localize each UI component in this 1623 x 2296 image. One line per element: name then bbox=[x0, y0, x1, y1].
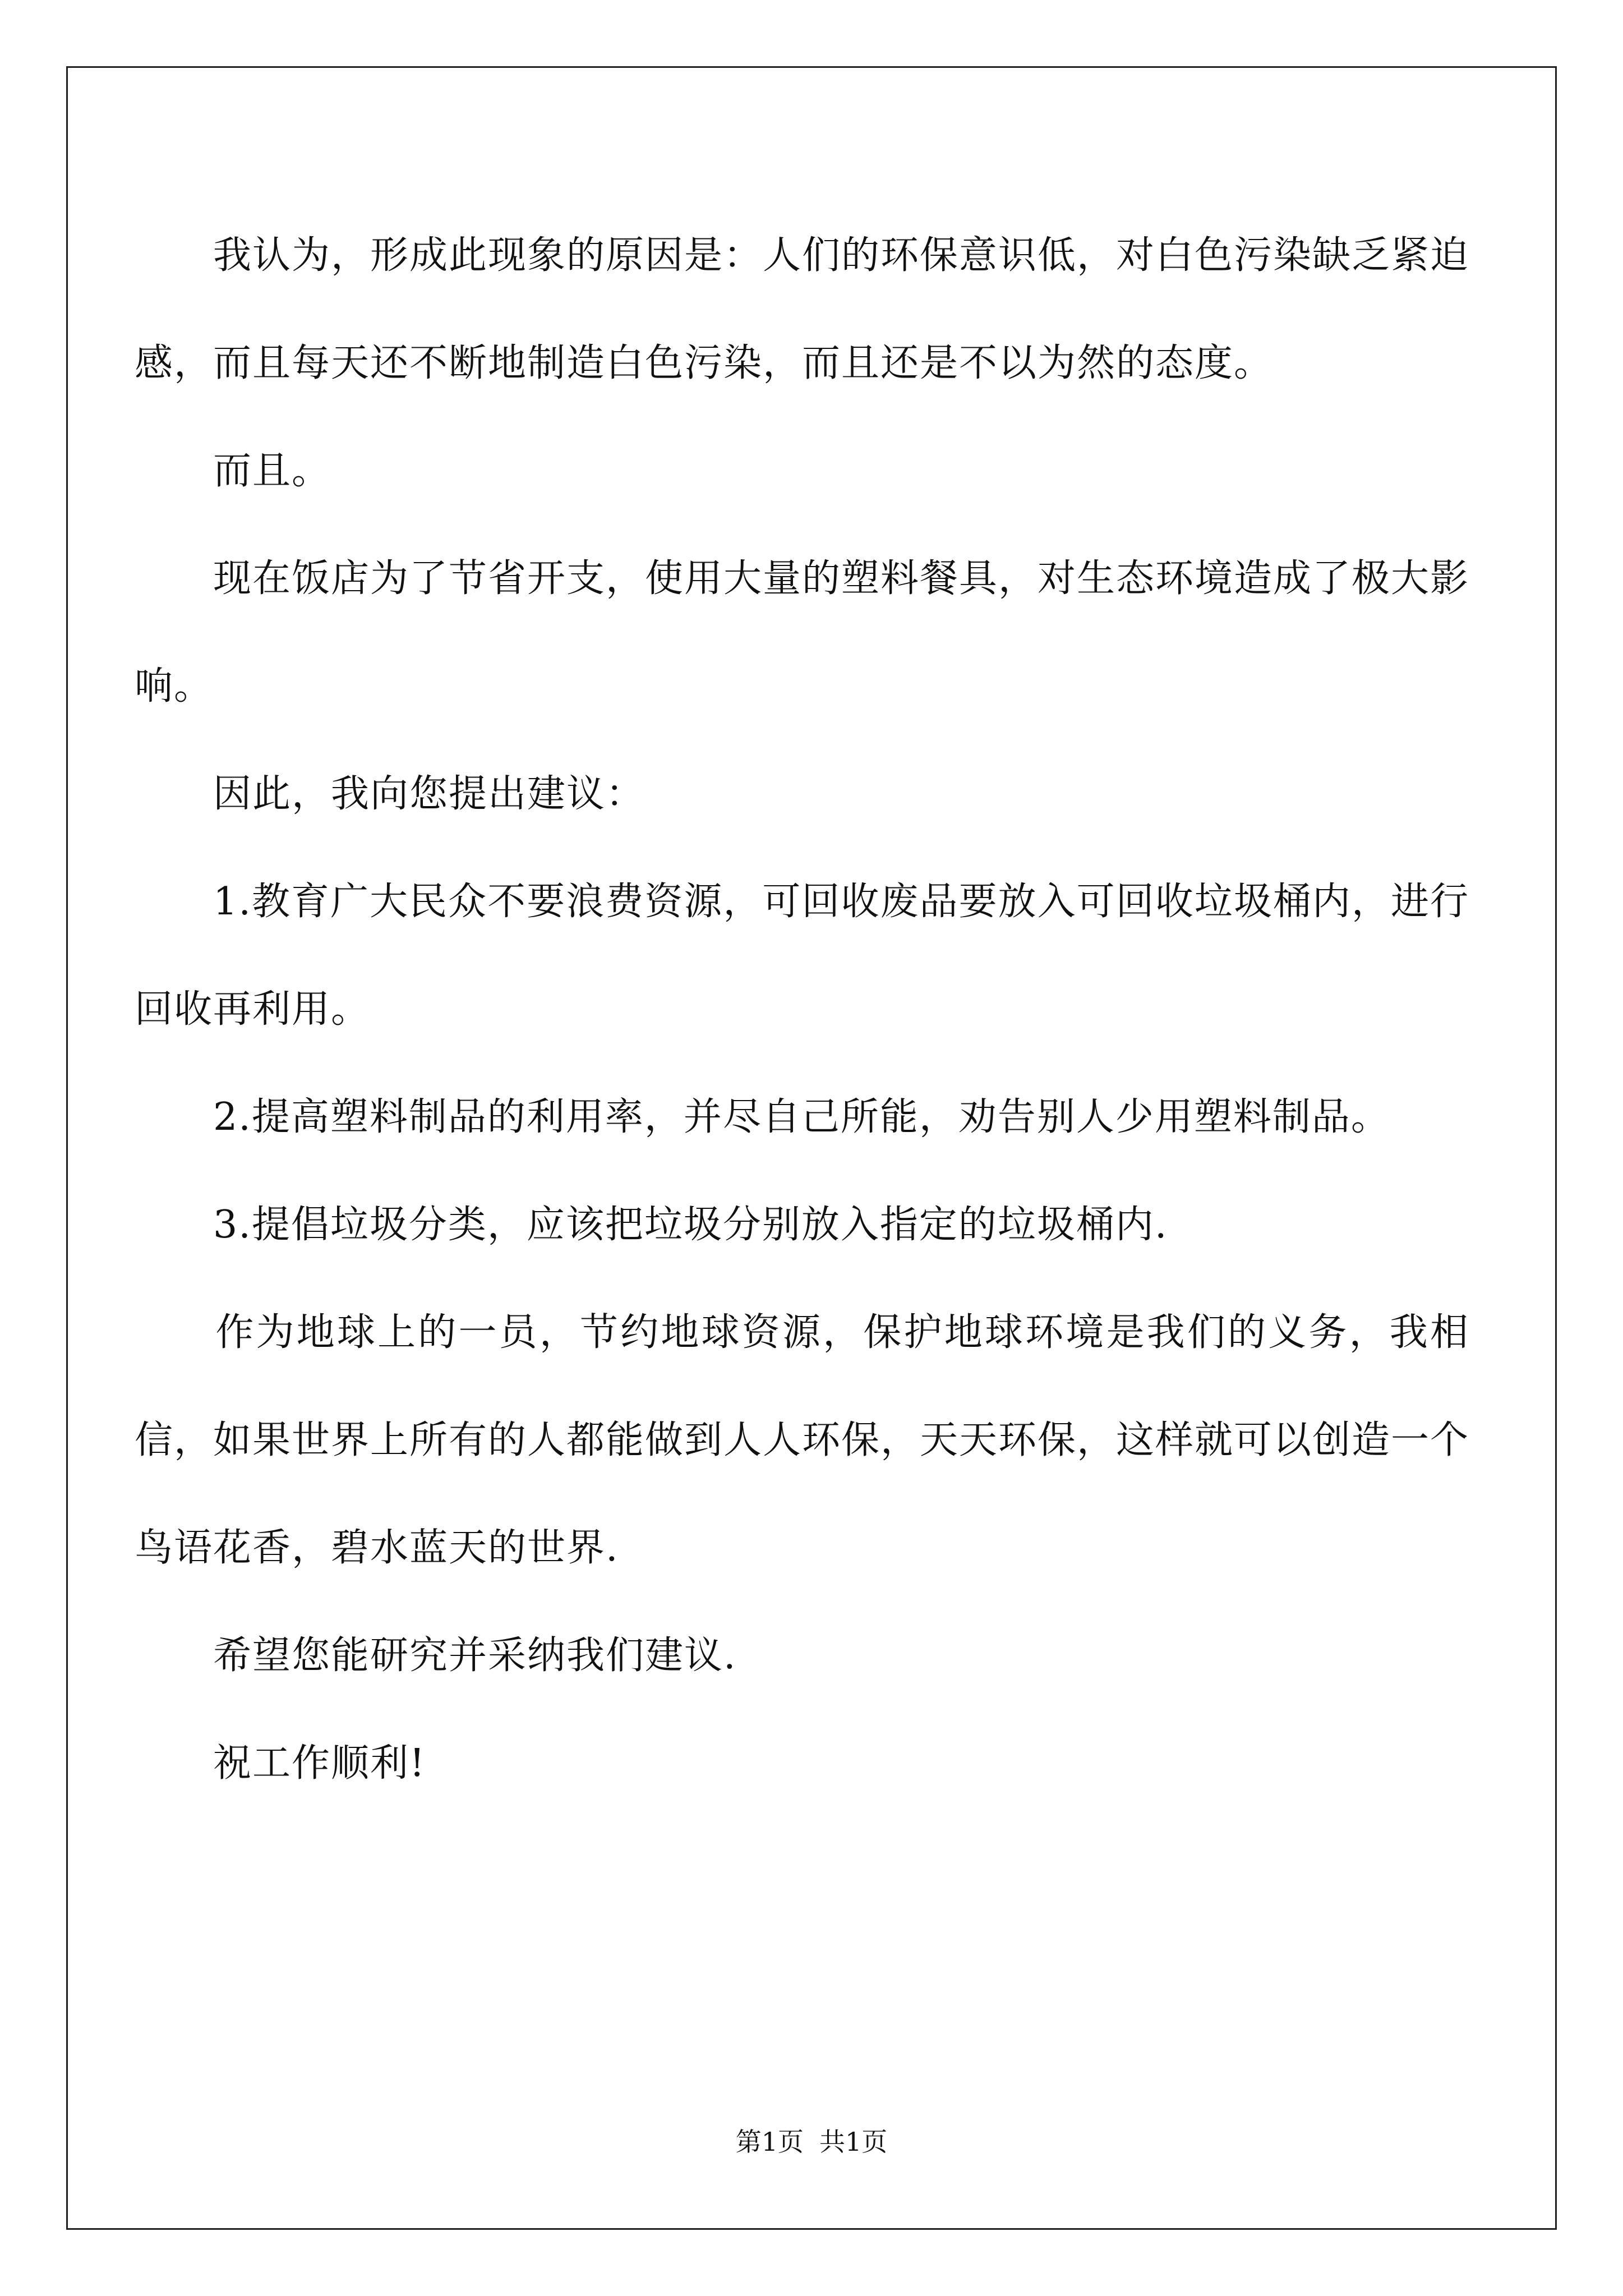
page-footer bbox=[0, 2125, 1623, 2159]
paragraph-earth-duty: 作为地球上的一员，节约地球资源，保护地球环境是我们的义务，我相信，如果世界上所有的人都能做到人人环保，天天环保，这样就可以创造一个鸟语花香，碧水蓝天的世界. bbox=[135, 1310, 1470, 1570]
paragraph-suggestion-3: 3.提倡垃圾分类，应该把垃圾分别放入指定的垃圾桶内. bbox=[135, 1203, 1168, 1247]
paragraph-moreover: 而且。 bbox=[135, 449, 331, 493]
paragraph-suggestion-intro: 因此，我向您提出建议： bbox=[135, 772, 645, 816]
page-number-total: 共1页 bbox=[819, 2127, 888, 2157]
paragraph-restaurants: 现在饭店为了节省开支，使用大量的塑料餐具，对生态环境造成了极大影响。 bbox=[135, 556, 1470, 708]
paragraph-cause: 我认为，形成此现象的原因是：人们的环保意识低，对白色污染缺乏紧迫感，而且每天还不断地制造白色污染，而且还是不以为然的态度。 bbox=[135, 233, 1470, 385]
page-number-current: 第1页 bbox=[735, 2127, 804, 2157]
paragraph-suggestion-1: 1.教育广大民众不要浪费资源，可回收废品要放入可回收垃圾桶内，进行回收再利用。 bbox=[135, 880, 1469, 1032]
paragraph-hope: 希望您能研究并采纳我们建议. bbox=[135, 1634, 737, 1678]
paragraph-closing: 祝工作顺利! bbox=[135, 1741, 426, 1786]
document-body bbox=[135, 202, 1469, 1818]
paragraph-suggestion-2: 2.提高塑料制品的利用率，并尽自己所能，劝告别人少用塑料制品。 bbox=[135, 1095, 1390, 1139]
